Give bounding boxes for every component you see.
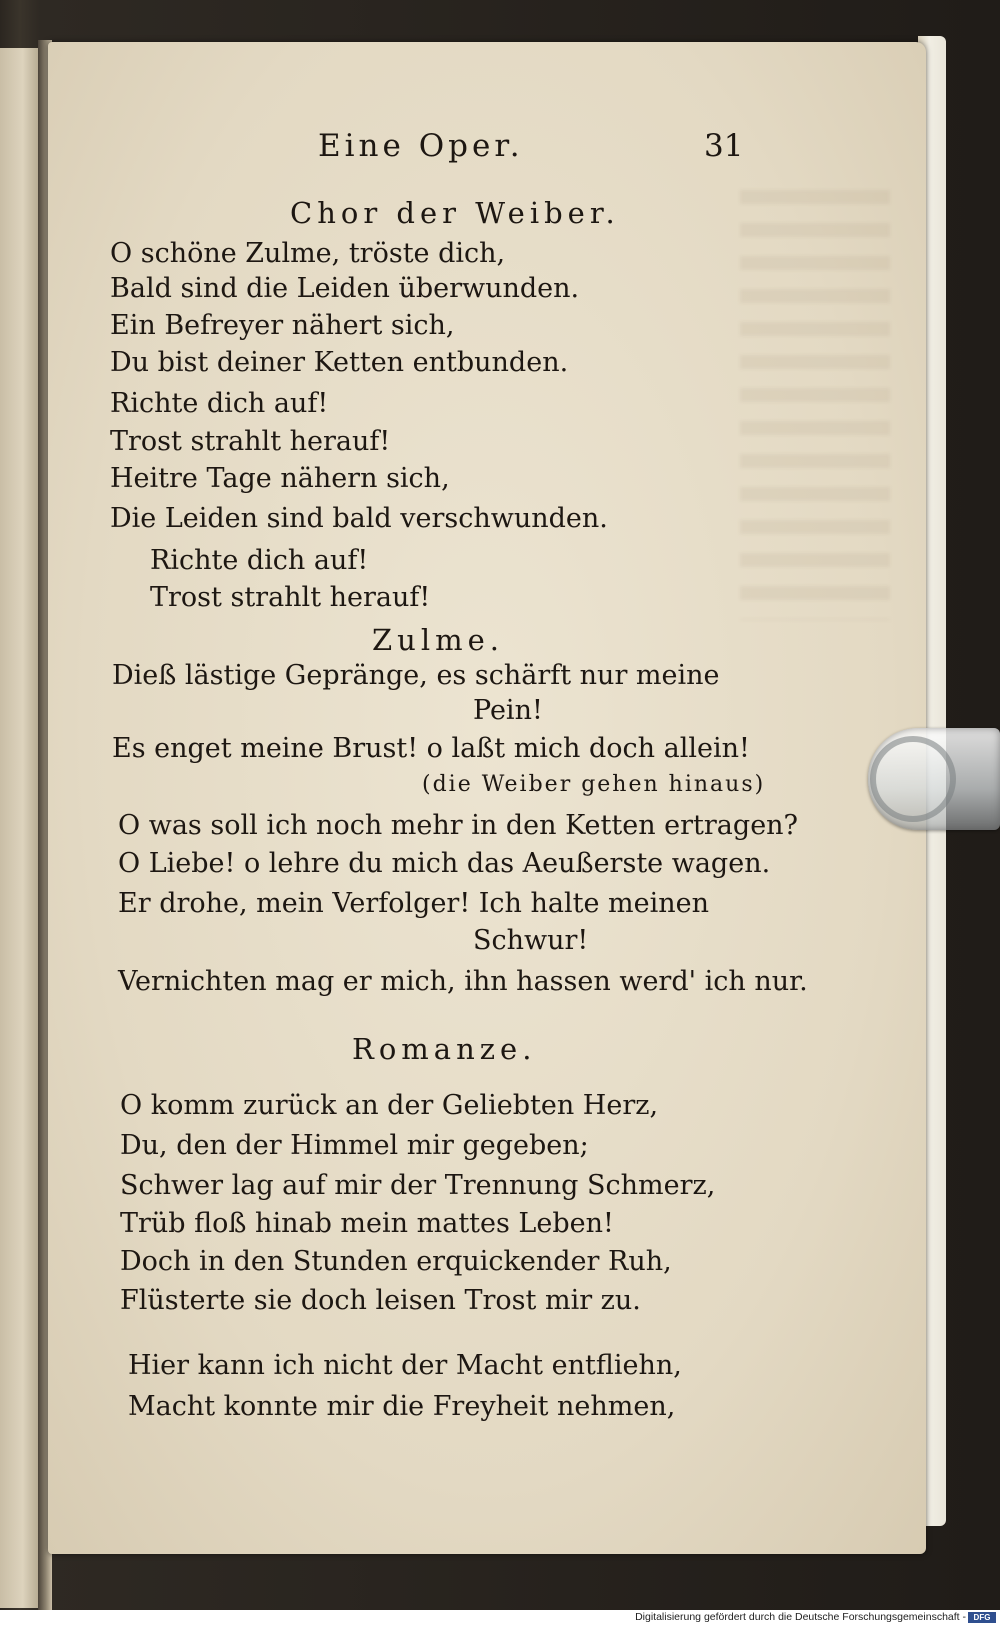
verse-line: Trost strahlt herauf! (150, 582, 431, 613)
verse-line: Macht konnte mir die Freyheit nehmen, (128, 1391, 676, 1422)
verse-line: Trost strahlt herauf! (110, 426, 391, 457)
footer-bar (0, 1610, 1000, 1625)
running-title: Eine Oper. (318, 128, 524, 164)
chor-heading: Chor der Weiber. (290, 196, 620, 230)
verse-line: Hier kann ich nicht der Macht entfliehn, (128, 1350, 682, 1381)
verse-line: Ein Befreyer nähert sich, (110, 310, 455, 341)
verse-line: Schwer lag auf mir der Trennung Schmerz, (120, 1170, 716, 1201)
dfg-logo: DFG (968, 1612, 996, 1623)
verse-line: O was soll ich noch mehr in den Ketten ertragen? (118, 810, 799, 841)
page-number: 31 (704, 128, 744, 164)
verse-line: Dieß lästige Gepränge, es schärft nur meine (112, 660, 720, 691)
footer-credit: Digitalisierung gefördert durch die Deutsche Forschungsgemeinschaft - (635, 1611, 966, 1623)
left-page-edge (0, 48, 40, 1608)
verse-line: O Liebe! o lehre du mich das Aeußerste wagen. (118, 848, 771, 879)
verse-line: Vernichten mag er mich, ihn hassen werd' ich nur. (118, 966, 808, 997)
show-through-text (740, 190, 890, 620)
verse-line: Er drohe, mein Verfolger! Ich halte meinen (118, 888, 710, 919)
romanze-heading: Romanze. (352, 1032, 537, 1066)
verse-line: Bald sind die Leiden überwunden. (110, 273, 580, 304)
verse-line: Pein! (473, 695, 543, 726)
verse-line: Die Leiden sind bald verschwunden. (110, 503, 608, 534)
zulme-heading: Zulme. (372, 623, 504, 657)
verse-line: Trüb floß hinab mein mattes Leben! (120, 1208, 614, 1239)
verse-line: Richte dich auf! (110, 388, 329, 419)
stage-direction: (die Weiber gehen hinaus) (422, 772, 766, 797)
verse-line: Richte dich auf! (150, 545, 369, 576)
verse-line: Flüsterte sie doch leisen Trost mir zu. (120, 1285, 641, 1316)
verse-line: Schwur! (473, 925, 589, 956)
verse-line: Du bist deiner Ketten entbunden. (110, 347, 569, 378)
page-clip-ring (870, 736, 956, 822)
verse-line: Du, den der Himmel mir gegeben; (120, 1130, 589, 1161)
verse-line: Heitre Tage nähern sich, (110, 463, 450, 494)
verse-line: O komm zurück an der Geliebten Herz, (120, 1090, 659, 1121)
verse-line: Doch in den Stunden erquickender Ruh, (120, 1246, 672, 1277)
verse-line: O schöne Zulme, tröste dich, (110, 238, 506, 269)
verse-line: Es enget meine Brust! o laßt mich doch allein! (112, 733, 750, 764)
